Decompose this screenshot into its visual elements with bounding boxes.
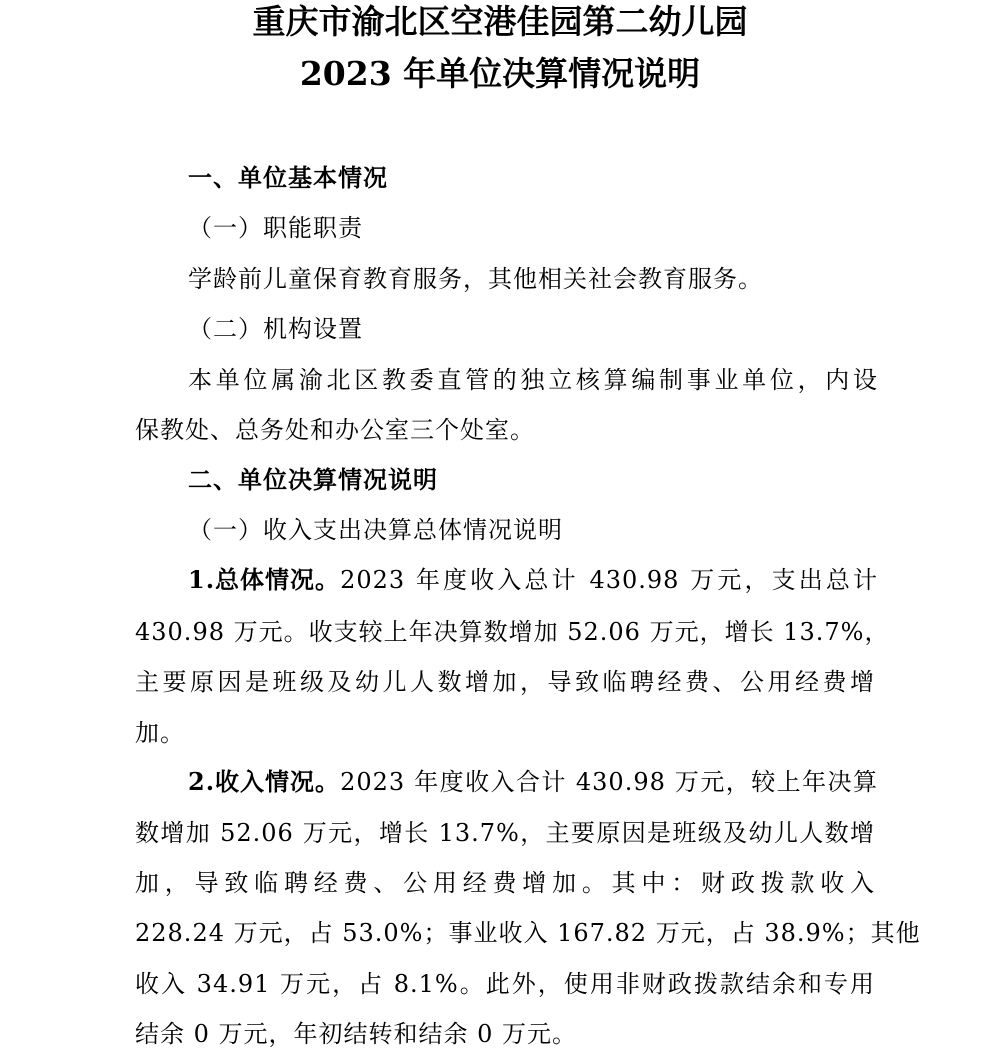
document-title-line1: 重庆市渝北区空港佳园第二幼儿园 — [252, 2, 748, 41]
paragraph-overall-text: 2023 年度收入总计 430.98 万元，支出总计 — [340, 566, 878, 594]
paragraph-overall-line1 — [188, 564, 878, 596]
paragraph-organization-line1: 本单位属渝北区教委直管的独立核算编制事业单位，内设 — [188, 366, 878, 394]
paragraph-organization-line2: 保教处、总务处和办公室三个处室。 — [135, 416, 535, 444]
paragraph-income-line4: 228.24 万元，占 53.0%；事业收入 167.82 万元，占 38.9%；其他 — [135, 919, 921, 947]
paragraph-functions: 学龄前儿童保育教育服务，其他相关社会教育服务。 — [188, 265, 763, 293]
subheading-organization: （二）机构设置 — [188, 315, 363, 343]
paragraph-income-line2: 数增加 52.06 万元，增长 13.7%，主要原因是班级及幼儿人数增 — [135, 819, 875, 847]
paragraph-income-line6: 结余 0 万元，年初结转和结余 0 万元。 — [135, 1020, 578, 1048]
paragraph-overall-lead: 1.总体情况。 — [188, 565, 341, 594]
paragraph-income-line5: 收入 34.91 万元，占 8.1%。此外，使用非财政拨款结余和专用 — [135, 970, 875, 998]
section-heading-basic-info: 一、单位基本情况 — [188, 163, 388, 192]
paragraph-income-line3: 加，导致临聘经费、公用经费增加。其中：财政拨款收入 — [135, 869, 875, 897]
document-title-line2: 2023 年单位决算情况说明 — [299, 54, 701, 93]
subheading-income-expense-overview: （一）收入支出决算总体情况说明 — [188, 516, 563, 544]
paragraph-income-text: 2023 年度收入合计 430.98 万元，较上年决算 — [340, 768, 878, 796]
paragraph-overall-line3: 主要原因是班级及幼儿人数增加，导致临聘经费、公用经费增 — [135, 668, 875, 696]
section-heading-final-accounts: 二、单位决算情况说明 — [188, 465, 438, 494]
paragraph-overall-line2: 430.98 万元。收支较上年决算数增加 52.06 万元，增长 13.7%， — [135, 618, 890, 646]
subheading-functions: （一）职能职责 — [188, 214, 363, 242]
paragraph-income-lead: 2.收入情况。 — [188, 767, 341, 796]
paragraph-income-line1 — [188, 766, 878, 798]
paragraph-overall-line4: 加。 — [135, 719, 185, 747]
